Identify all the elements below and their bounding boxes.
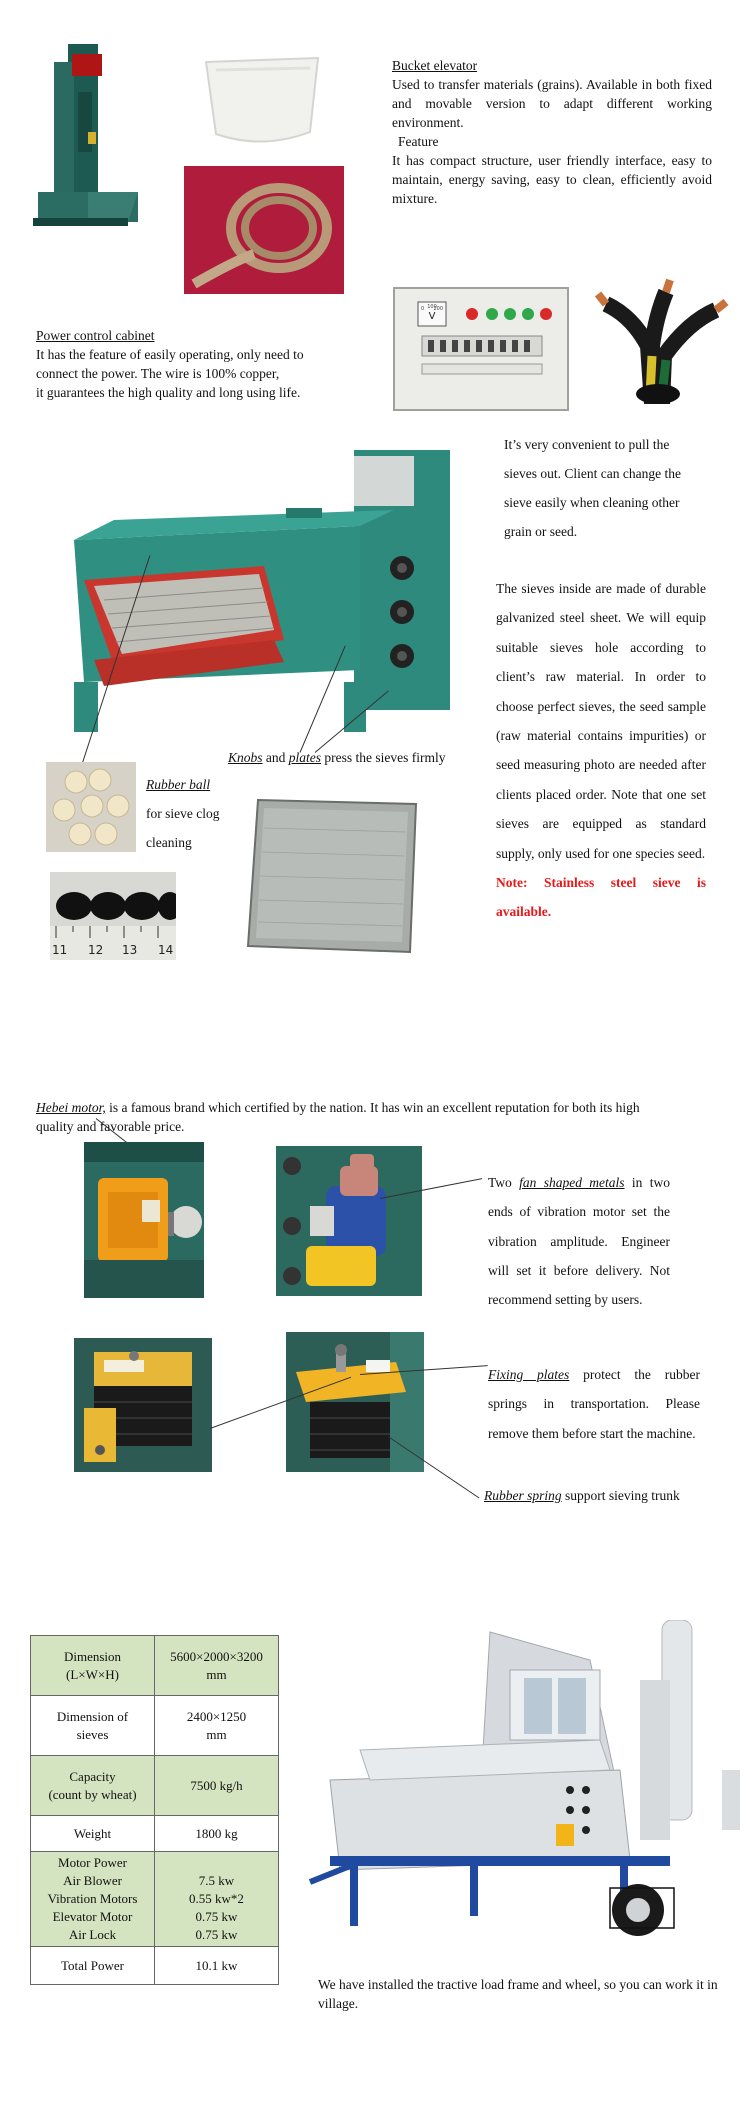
feature-text: It has compact structure, user friendly interface, easy to maintain, energy saving, easy to clean, efficiently avoid mixture.	[392, 153, 712, 206]
sieve-mesh-photo	[244, 794, 422, 958]
ruler-label-14: 14	[158, 943, 174, 957]
gauge-scale-min: 0	[421, 306, 425, 312]
rubber-ball-caption	[146, 770, 246, 857]
spec-label: Total Power	[31, 1947, 155, 1985]
spec-label: Capacity (count by wheat)	[31, 1756, 155, 1816]
spec-value: 10.1 kw	[155, 1947, 279, 1985]
spec-value: 1800 kg	[155, 1816, 279, 1852]
motor-intro: Hebei motor, is a famous brand which certified by the nation. It has win an excellent reputation for both its high quality and favorable price.	[36, 1098, 716, 1136]
spec-table	[30, 1635, 279, 1985]
motor-intro-line-2: quality and favorable price.	[36, 1119, 185, 1134]
knobs-plates-caption: Knobs and plates press the sieves firmly	[228, 750, 446, 765]
fan-shaped-metals-label: fan shaped metals	[519, 1175, 625, 1190]
power-cabinet-line-1: It has the feature of easily operating, only need to	[36, 347, 304, 362]
fan-shaped-metals-text: Two fan shaped metals in two ends of vibration motor set the vibration amplitude. Engineer will set it before delivery. Not recommend setting by users.	[488, 1175, 670, 1308]
spec-row	[31, 1636, 279, 1696]
elevator-belt-photo	[184, 166, 344, 294]
spec-label: Weight	[31, 1816, 155, 1852]
sieve-pull-text: It’s very convenient to pull the sieves out. Client can change the sieve easily when cleaning other grain or seed.	[504, 437, 681, 539]
rubber-ball-photo	[46, 762, 136, 852]
gauge-scale-mid: 100	[427, 304, 437, 310]
fixing-plates-label: Fixing plates	[488, 1367, 570, 1382]
fixing-plates-photo	[286, 1332, 424, 1472]
rubber-spring-yellow-photo	[74, 1338, 212, 1472]
spec-value: 7.5 kw 0.55 kw*2 0.75 kw 0.75 kw	[155, 1852, 279, 1947]
spec-row	[31, 1696, 279, 1756]
rubber-ball-ruler-photo	[50, 872, 176, 960]
sieve-main-text: The sieves inside are made of durable galvanized steel sheet. We will equip suitable sieves hole according to client’s raw material. In order to choose perfect sieves, the seed sample (raw material contains impurities) or seed measuring photo are needed after clients placed order. Note that one set sieves are equipped as standard supply, only used for one species seed. Note: Stainless steel sieve is available.	[496, 574, 706, 927]
stainless-note: Note: Stainless steel sieve is available.	[496, 875, 706, 920]
spec-table-container	[30, 1635, 279, 1985]
fixing-plates-text: Fixing plates protect the rubber springs in transportation. Please remove them before start the machine.	[488, 1367, 700, 1441]
spec-value: 2400×1250 mm	[155, 1696, 279, 1756]
bucket-elevator-title: Bucket elevator	[392, 58, 478, 73]
copper-wire-photo	[592, 276, 732, 404]
power-cabinet-line-3: it guarantees the high quality and long using life.	[36, 385, 301, 400]
machine-caption: We have installed the tractive load frame and wheel, so you can work it in village.	[318, 1977, 718, 2011]
rubber-ball-label: Rubber ball	[146, 777, 211, 792]
rubber-ball-desc-1: for sieve clog	[146, 806, 220, 821]
gauge-label: V	[428, 311, 436, 322]
spec-value: 5600×2000×3200 mm	[155, 1636, 279, 1696]
rubber-spring-label: Rubber spring	[484, 1488, 562, 1503]
sieve-box-photo	[74, 450, 450, 732]
feature-heading: Feature	[398, 134, 439, 149]
fan-shaped-metals-photo	[276, 1146, 422, 1296]
ruler-label-11: 11	[52, 943, 68, 957]
vibration-motor-photo	[84, 1142, 204, 1298]
rubber-spring-text: Rubber spring support sieving trunk	[484, 1488, 680, 1503]
gauge-scale-max: 200	[433, 306, 443, 312]
bucket-elevator-description	[392, 56, 712, 208]
seed-cleaner-machine-photo	[290, 1620, 744, 1948]
power-cabinet-description	[36, 326, 356, 402]
spec-value: 7500 kg/h	[155, 1756, 279, 1816]
plates-label: plates	[288, 750, 322, 765]
power-cabinet-line-2: connect the power. The wire is 100% copper,	[36, 366, 280, 381]
spec-row	[31, 1852, 279, 1947]
hebei-motor-label: Hebei motor,	[36, 1100, 106, 1115]
bucket-elevator-text: Used to transfer materials (grains). Available in both fixed and movable version to adapt different working environment.	[392, 77, 712, 130]
bucket-elevator-photo	[28, 42, 146, 232]
spec-label: Dimension (L×W×H)	[31, 1636, 155, 1696]
spec-label: Motor Power Air Blower Vibration Motors Elevator Motor Air Lock	[31, 1852, 155, 1947]
control-cabinet-photo	[392, 286, 570, 412]
spec-row	[31, 1816, 279, 1852]
elevator-bucket-photo	[196, 52, 328, 152]
spec-row	[31, 1756, 279, 1816]
spec-row	[31, 1947, 279, 1985]
ruler-label-12: 12	[88, 943, 104, 957]
power-cabinet-title: Power control cabinet	[36, 328, 155, 343]
knobs-label: Knobs	[228, 750, 263, 765]
ruler-label-13: 13	[122, 943, 138, 957]
rubber-ball-desc-2: cleaning	[146, 835, 192, 850]
spec-label: Dimension of sieves	[31, 1696, 155, 1756]
